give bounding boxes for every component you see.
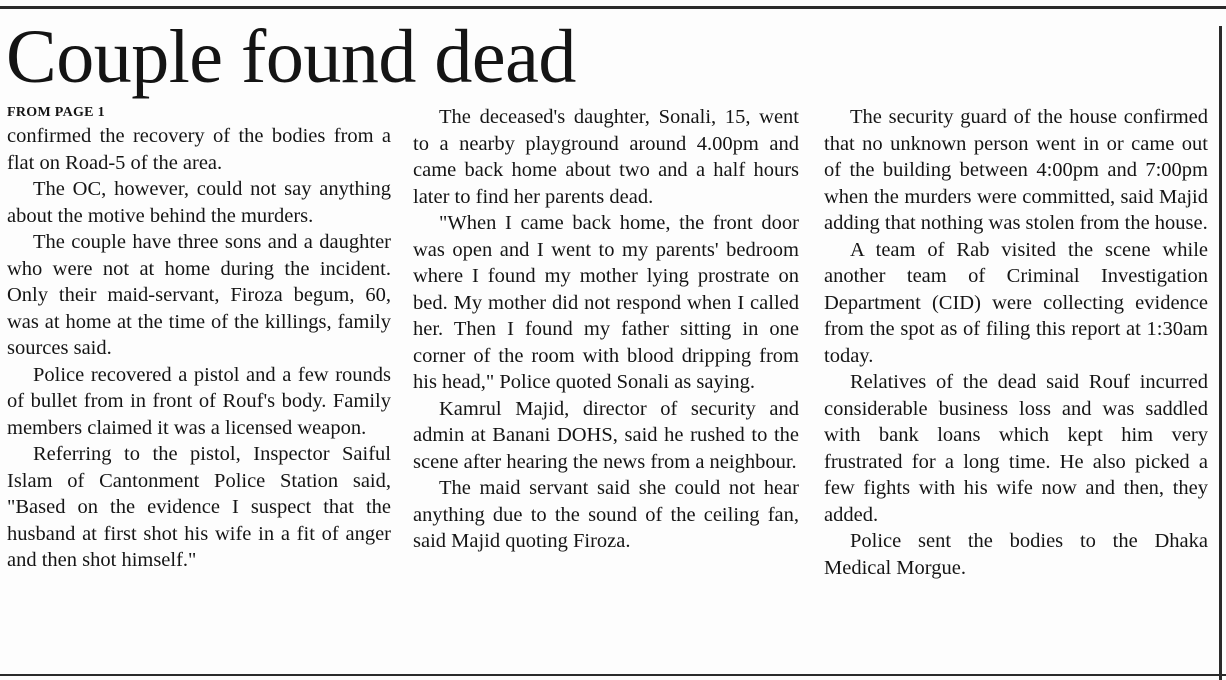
paragraph: The deceased's daughter, Sonali, 15, went to a nearby playground around 4.00pm and came back home about two and a half hours later to find her parents dead.: [413, 106, 799, 208]
jump-label: FROM PAGE 1: [7, 105, 105, 120]
paragraph: The security guard of the house confirmed that no unknown person went in or came out of the building between 4:00pm and 7:00pm when the murders were committed, said Majid adding that nothing was stolen from the house.: [824, 106, 1208, 234]
headline: Couple found dead: [6, 15, 576, 99]
paragraph: Referring to the pistol, Inspector Saiful Islam of Cantonment Police Station said, "Based on the evidence I suspect that the husband at first shot his wife in a fit of anger and then shot himself.": [7, 443, 391, 571]
paragraph: Police sent the bodies to the Dhaka Medical Morgue.: [824, 530, 1208, 579]
paragraph: The OC, however, could not say anything about the motive behind the murders.: [7, 178, 391, 227]
paragraph: The maid servant said she could not hear anything due to the sound of the ceiling fan, said Majid quoting Firoza.: [413, 477, 799, 552]
article-body: [0, 104, 1226, 670]
paragraph: confirmed the recovery of the bodies from a flat on Road-5 of the area.: [7, 125, 391, 174]
paragraph: A team of Rab visited the scene while another team of Criminal Investigation Department (CID) were collecting evidence from the spot as of filing this report at 1:30am today.: [824, 238, 1208, 367]
article-column-3: [824, 104, 1208, 581]
bottom-border-rule: [0, 674, 1226, 676]
paragraph: Police recovered a pistol and a few rounds of bullet from in front of Rouf's body. Family members claimed it was a licensed weapon.: [7, 363, 391, 439]
paragraph: Kamrul Majid, director of security and admin at Banani DOHS, said he rushed to the scene after hearing the news from a neighbour.: [413, 397, 799, 473]
paragraph: The couple have three sons and a daughter who were not at home during the incident. Only their maid-servant, Firoza begum, 60, was at home at the time of the killings, family sources said.: [7, 231, 391, 359]
article-column-1: [7, 104, 391, 574]
paragraph: "When I came back home, the front door was open and I went to my parents' bedroom where I found my mother lying prostrate on bed. My mother did not respond when I called her. Then I found my father sitting in one corner of the room with blood dripping from his head," Police quoted Sonali as saying.: [413, 212, 799, 393]
top-border-rule: [0, 6, 1226, 9]
paragraph: Relatives of the dead said Rouf incurred considerable business loss and was saddled with bank loans which kept him very frustrated for a long time. He also picked a few fights with his wife now and then, they added.: [824, 371, 1208, 526]
article-column-2: [413, 104, 799, 555]
